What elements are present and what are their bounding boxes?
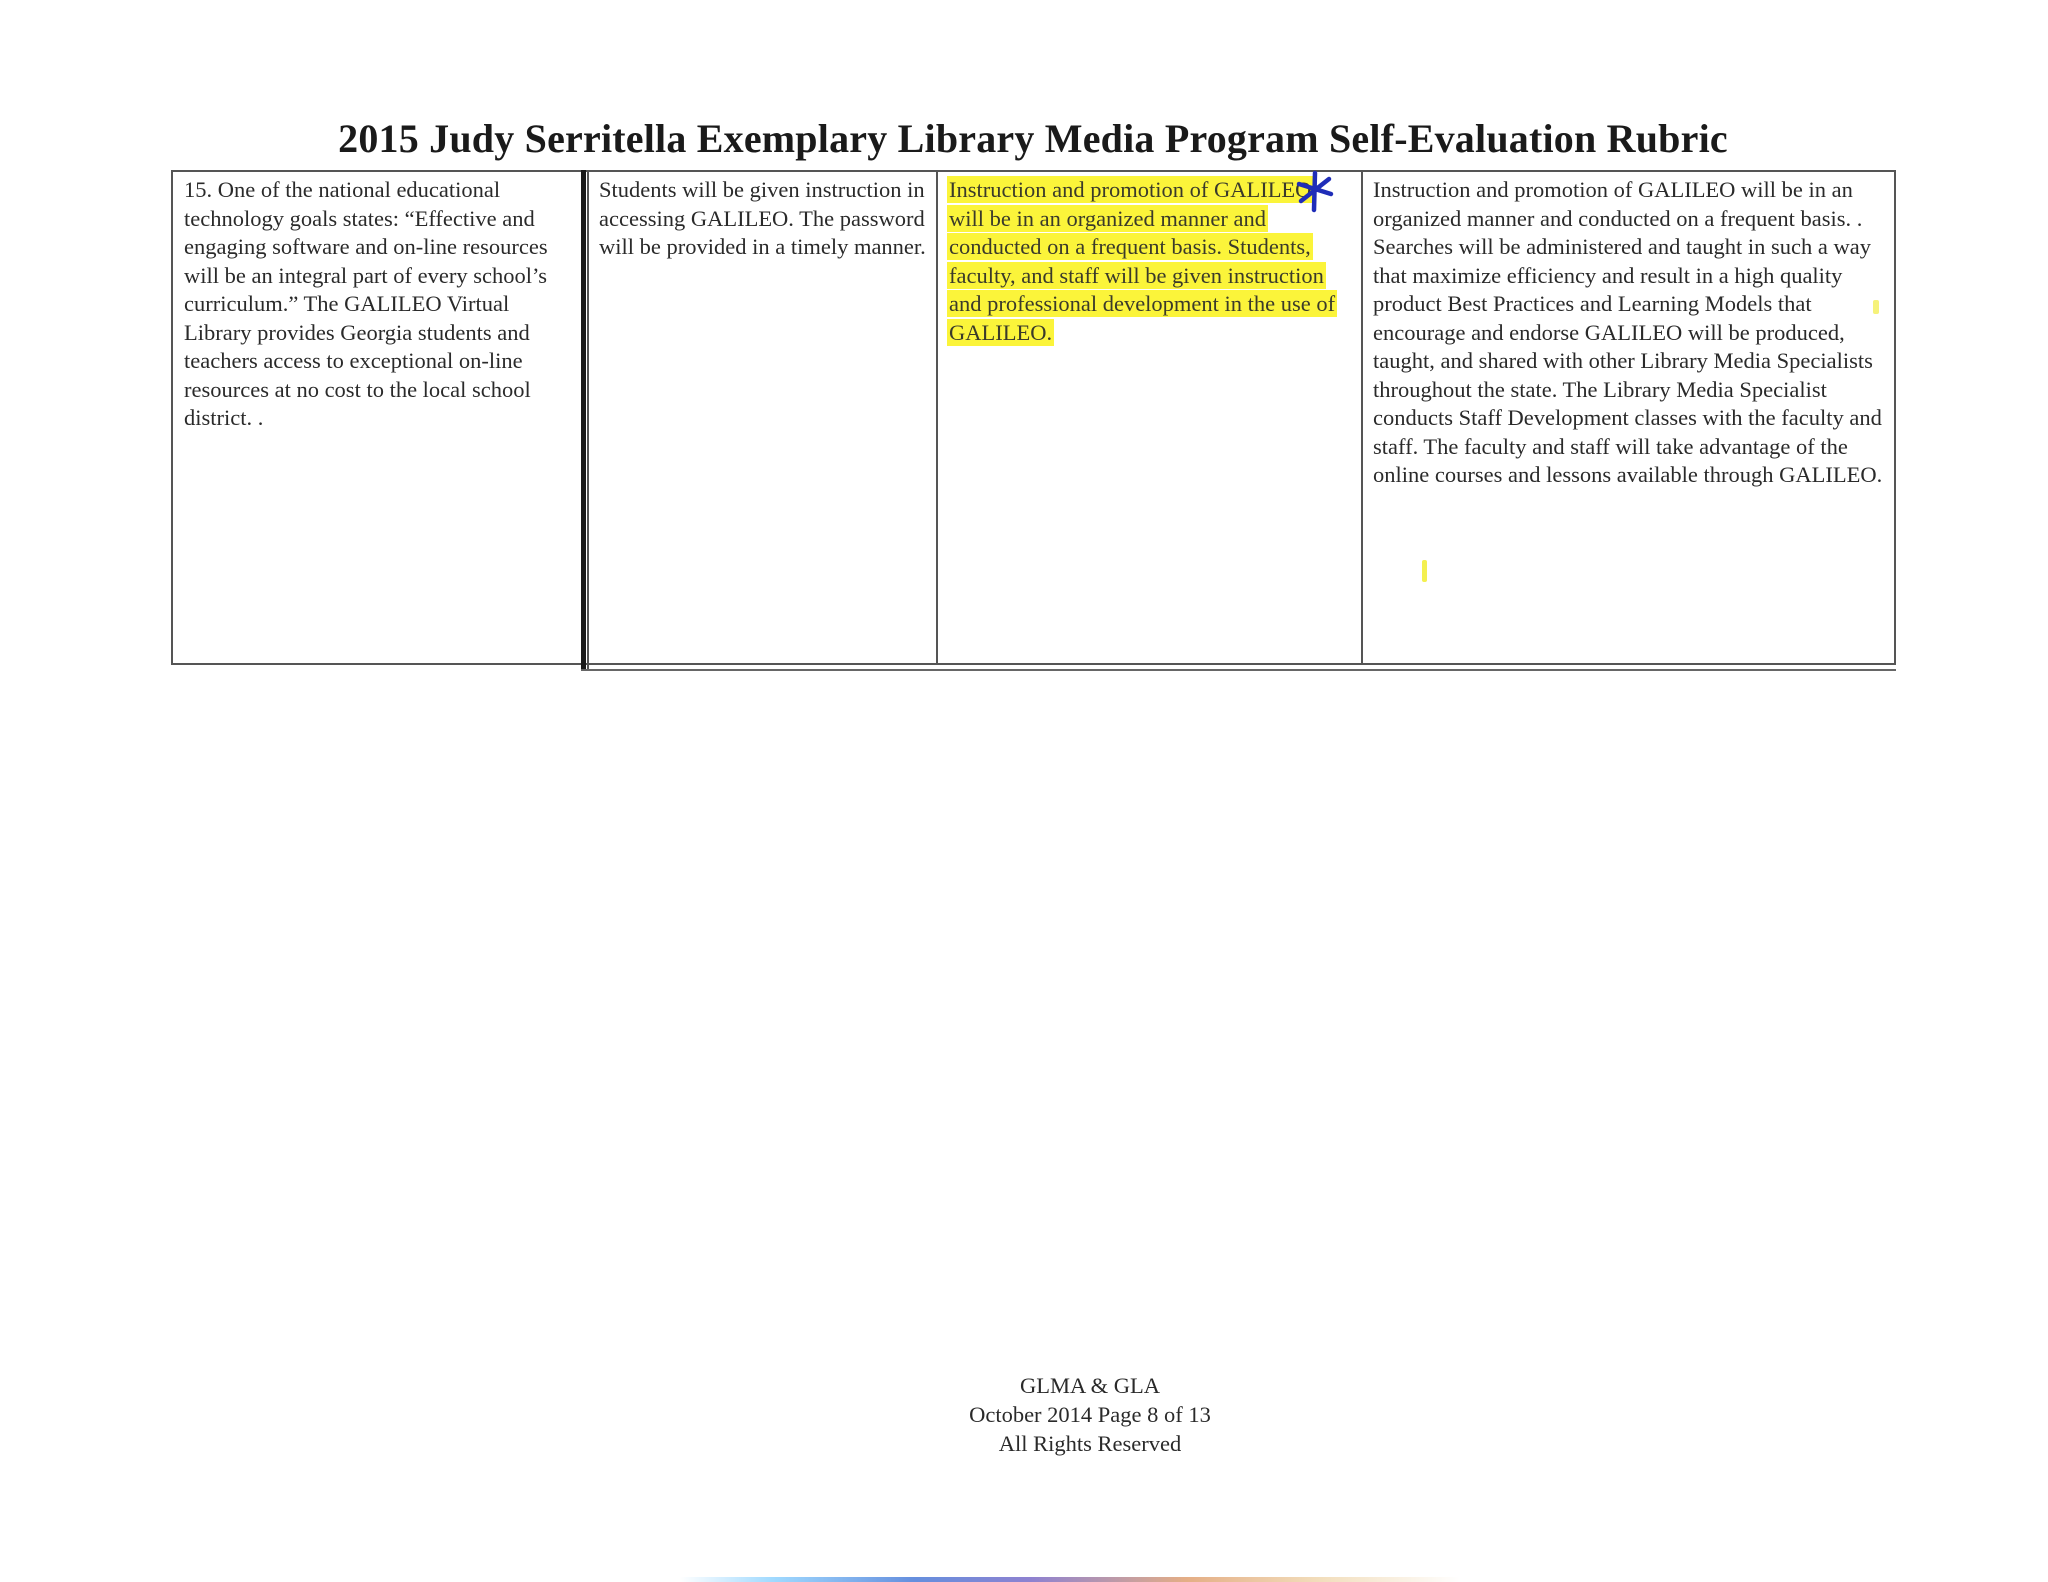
rubric-table	[171, 170, 1896, 665]
page-title: 2015 Judy Serritella Exemplary Library Media Program Self-Evaluation Rubric	[338, 116, 1728, 161]
highlighter-dot	[1873, 300, 1879, 314]
rubric-criterion-text: 15. One of the national educational technology goals states: “Effective and engaging software and on-line resources will be an integral part of every school’s curriculum.” The GALILEO Virtual Library provides Georgia students and teachers access to exceptional on-line resources at no cost to the local school district. .	[184, 177, 548, 430]
table-bottom-border	[581, 665, 1896, 671]
rubric-proficient-text: Instruction and promotion of GALILEO will be in an organized manner and conducted on a frequent basis. Students, faculty, and staff will be given instruction and professional development in the use of GALILEO.	[949, 177, 1336, 345]
rubric-criterion-cell	[173, 172, 581, 663]
rubric-exemplary-text: Instruction and promotion of GALILEO will be in an organized manner and conducted on a frequent basis. . Searches will be administered and taught in such a way that maximize efficiency and result in a high quality product Best Practices and Learning Models that encourage and endorse GALILEO will be produced, taught, and shared with other Library Media Specialists throughout the state. The Library Media Specialist conducts Staff Development classes with the faculty and staff. The faculty and staff will take advantage of the online courses and lessons available through GALILEO.	[1373, 177, 1883, 487]
footer-rights: All Rights Reserved	[998, 1431, 1182, 1456]
rubric-proficient-cell	[936, 172, 1361, 663]
scan-artifact-stripe	[680, 1577, 1460, 1582]
footer-page-info: October 2014 Page 8 of 13	[969, 1402, 1211, 1427]
rubric-basic-cell	[589, 172, 936, 663]
star-icon	[1293, 170, 1337, 214]
column-divider	[581, 170, 589, 669]
footer-org: GLMA & GLA	[1020, 1373, 1160, 1398]
rubric-basic-text: Students will be given instruction in accessing GALILEO. The password will be provided in a timely manner.	[599, 177, 926, 259]
rubric-exemplary-cell	[1361, 172, 1894, 663]
page-footer	[0, 1371, 2048, 1458]
highlighter-mark	[1422, 560, 1427, 582]
